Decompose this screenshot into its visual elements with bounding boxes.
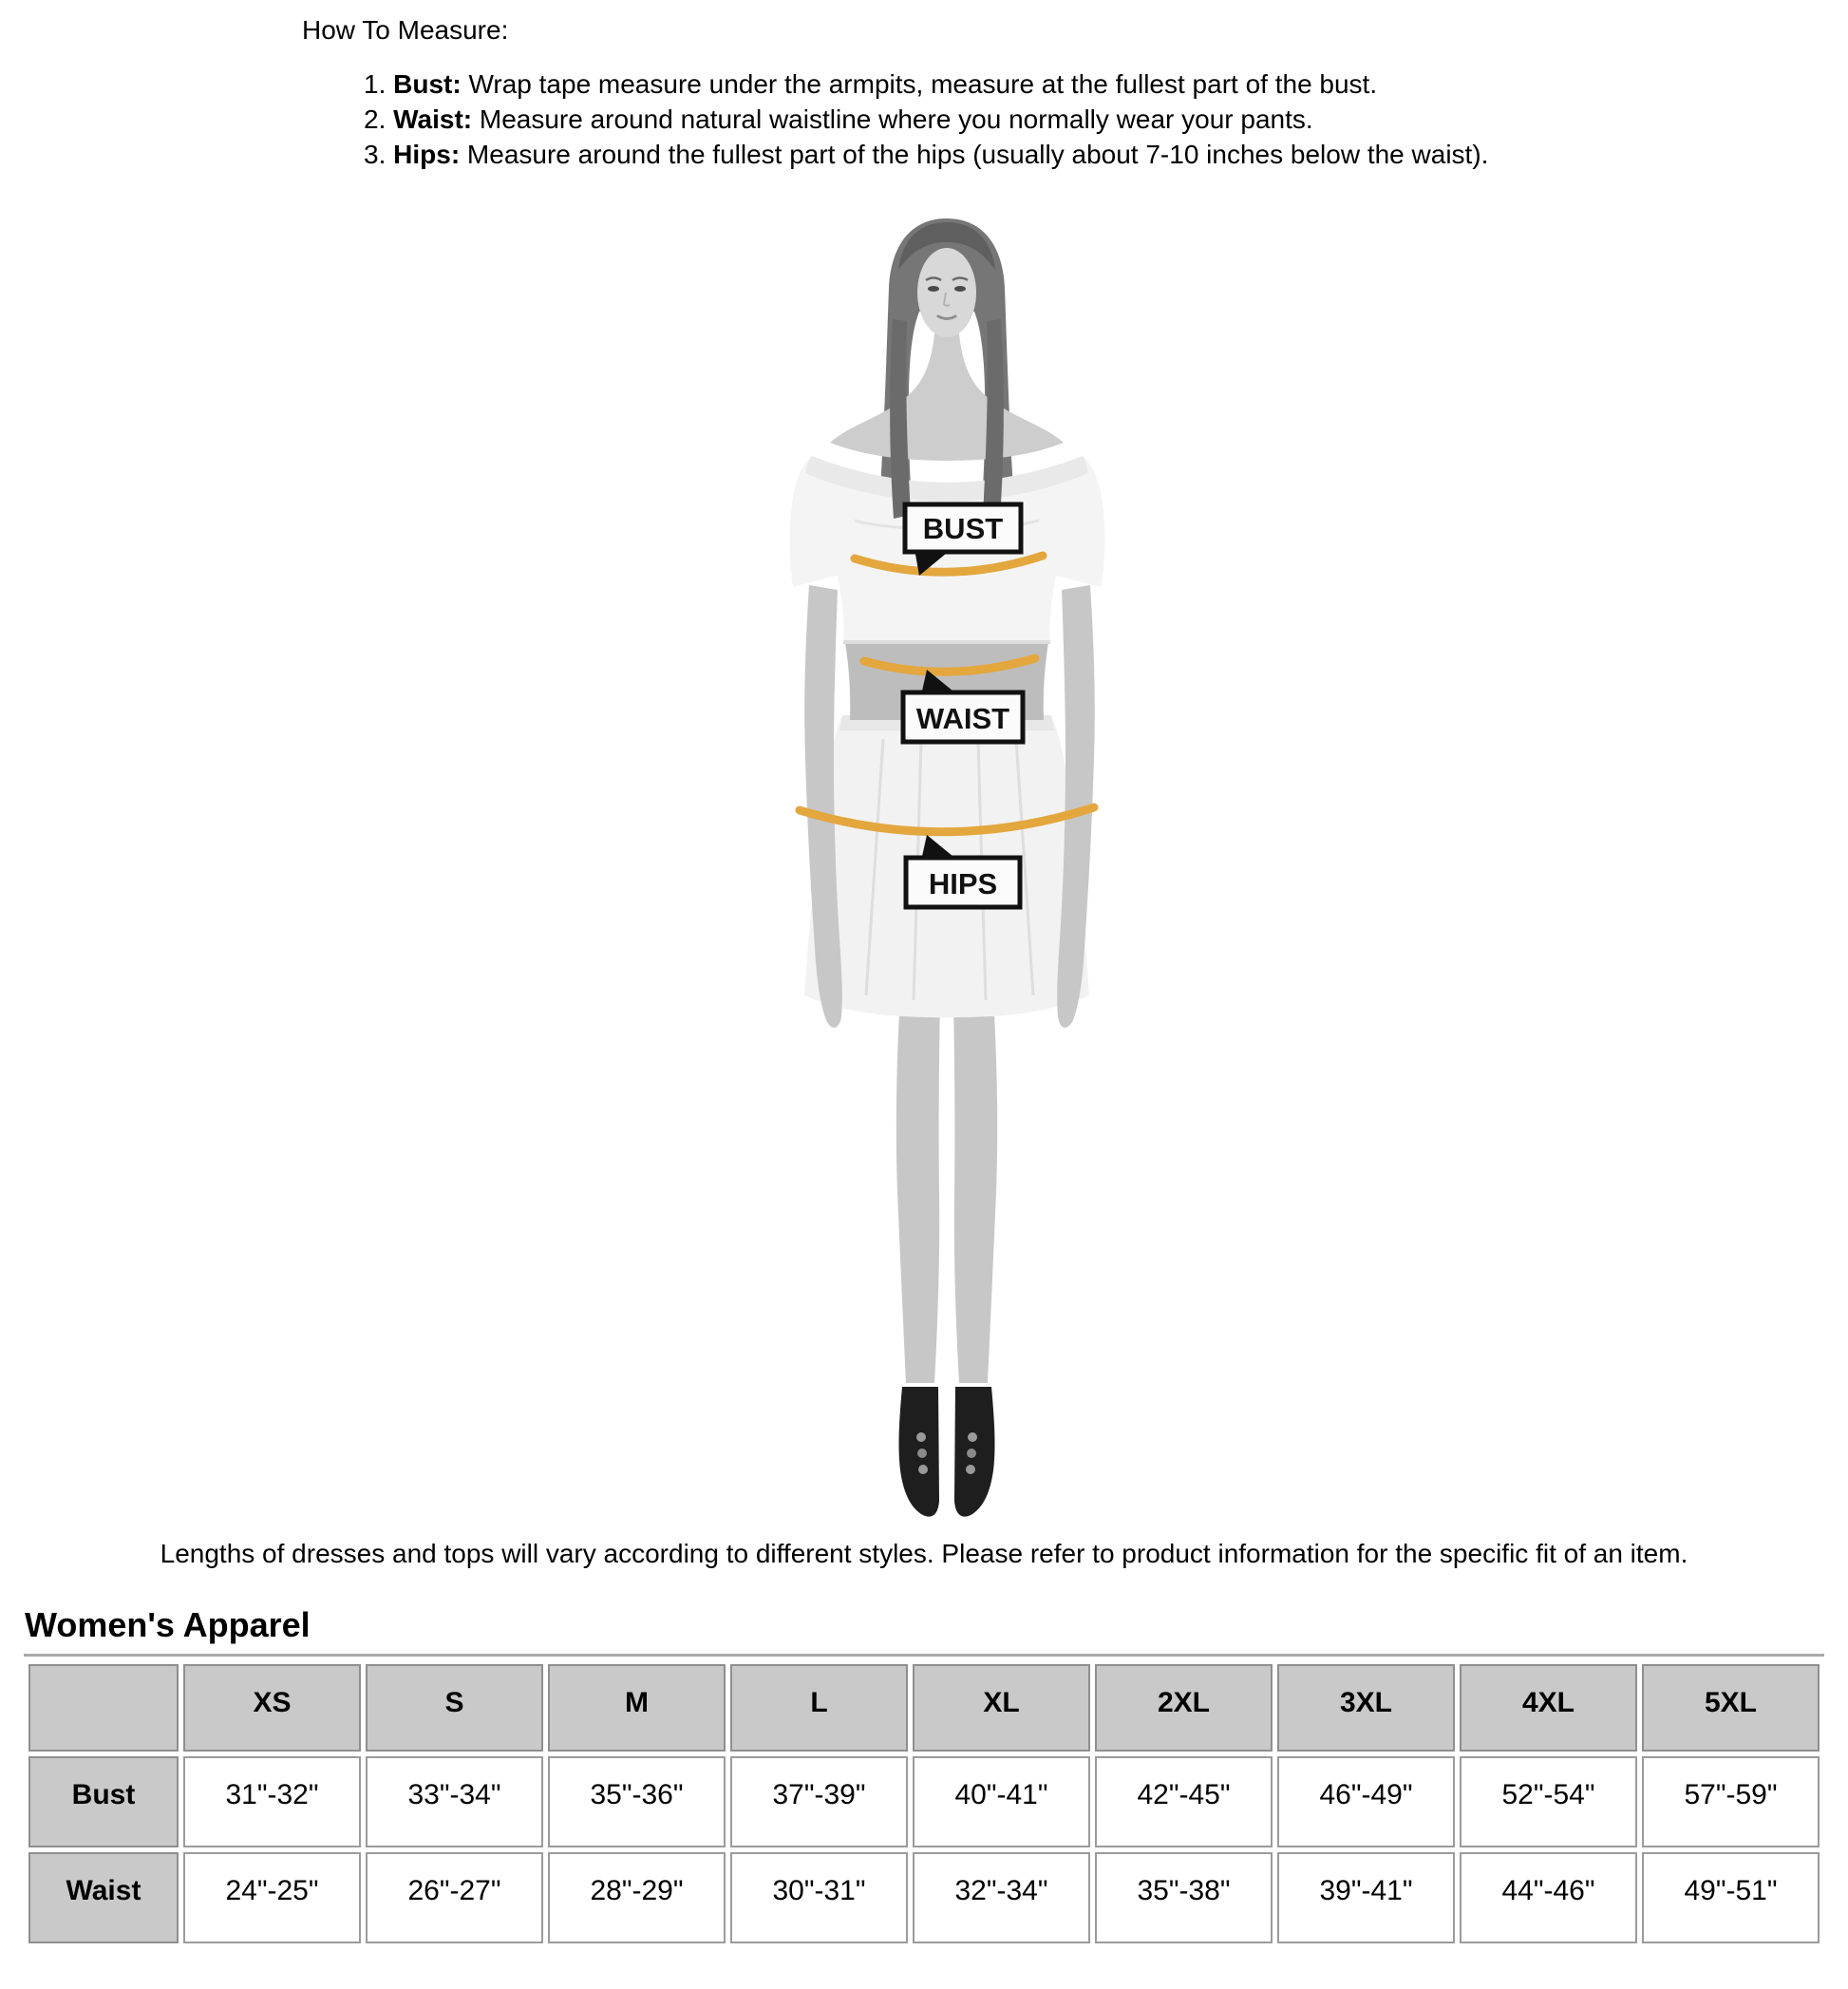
corner-cell [28, 1664, 179, 1752]
eye-left [928, 286, 939, 292]
step-text: Measure around natural waistline where you normally wear your pants. [479, 104, 1313, 134]
bust-value: 31"-32" [183, 1756, 361, 1847]
shoe-chain-left [916, 1432, 926, 1442]
bust-value: 52"-54" [1460, 1756, 1637, 1847]
step-number: 2. [364, 104, 387, 134]
length-disclaimer-note: Lengths of dresses and tops will vary according to different styles. Please refer to product information for the specific fit of an item. [160, 1539, 1688, 1568]
shoe-chain-left [917, 1449, 927, 1458]
leg-right [953, 995, 997, 1383]
size-chart-table [24, 1659, 1824, 1948]
bust-value: 33"-34" [366, 1756, 543, 1847]
waist-value: 32"-34" [913, 1852, 1090, 1943]
model-illustration [750, 198, 1149, 1527]
leg-left [896, 995, 940, 1383]
how-to-measure-steps [364, 66, 1488, 172]
how-to-measure-title: How To Measure: [302, 15, 509, 45]
size-column-header: XL [913, 1664, 1090, 1752]
neck-shoulders [830, 321, 1064, 461]
step-label: Bust: [393, 69, 462, 99]
waist-row-label: Waist [28, 1852, 179, 1943]
measure-step-hips [364, 137, 1488, 172]
waist-value: 39"-41" [1277, 1852, 1455, 1943]
size-column-header: L [730, 1664, 908, 1752]
size-chart-heading: Women's Apparel [25, 1605, 311, 1644]
waist-value: 26"-27" [366, 1852, 543, 1943]
size-column-header: M [548, 1664, 726, 1752]
waist-label-text: WAIST [915, 702, 1010, 735]
step-label: Hips: [393, 140, 461, 169]
bust-value: 42"-45" [1095, 1756, 1273, 1847]
bust-value: 37"-39" [730, 1756, 908, 1847]
size-chart-header-row [28, 1664, 1820, 1752]
heading-divider [24, 1654, 1824, 1657]
waist-value: 30"-31" [730, 1852, 908, 1943]
waist-row [28, 1852, 1820, 1943]
waist-value: 44"-46" [1460, 1852, 1637, 1943]
bust-value: 40"-41" [913, 1756, 1090, 1847]
measure-step-waist [364, 102, 1488, 137]
bust-value: 57"-59" [1642, 1756, 1820, 1847]
bust-row-label: Bust [28, 1756, 179, 1847]
step-number: 3. [364, 140, 387, 169]
size-column-header: 4XL [1460, 1664, 1637, 1752]
bust-row [28, 1756, 1820, 1847]
bust-label-text: BUST [922, 512, 1004, 545]
step-label: Waist: [393, 104, 473, 134]
size-column-header: S [366, 1664, 543, 1752]
shoe-chain-right [968, 1432, 977, 1442]
step-number: 1. [364, 69, 387, 99]
face [917, 248, 976, 337]
step-text: Wrap tape measure under the armpits, measure at the fullest part of the bust. [468, 69, 1378, 99]
size-column-header: 3XL [1277, 1664, 1455, 1752]
step-text: Measure around the fullest part of the hips (usually about 7-10 inches below the waist). [466, 140, 1489, 169]
shoe-chain-left [918, 1465, 928, 1474]
waist-value: 24"-25" [183, 1852, 361, 1943]
waist-value: 35"-38" [1095, 1852, 1273, 1943]
bust-value: 46"-49" [1277, 1756, 1455, 1847]
bust-value: 35"-36" [548, 1756, 726, 1847]
measure-step-bust [364, 66, 1488, 102]
measurement-model-figure [750, 198, 1149, 1527]
waist-value: 49"-51" [1642, 1852, 1820, 1943]
size-column-header: 2XL [1095, 1664, 1273, 1752]
size-column-header: XS [183, 1664, 361, 1752]
waist-value: 28"-29" [548, 1852, 726, 1943]
hips-label-text: HIPS [928, 867, 998, 900]
eye-right [954, 286, 966, 292]
shoe-chain-right [966, 1465, 975, 1474]
size-column-header: 5XL [1642, 1664, 1820, 1752]
shoe-chain-right [967, 1449, 976, 1458]
